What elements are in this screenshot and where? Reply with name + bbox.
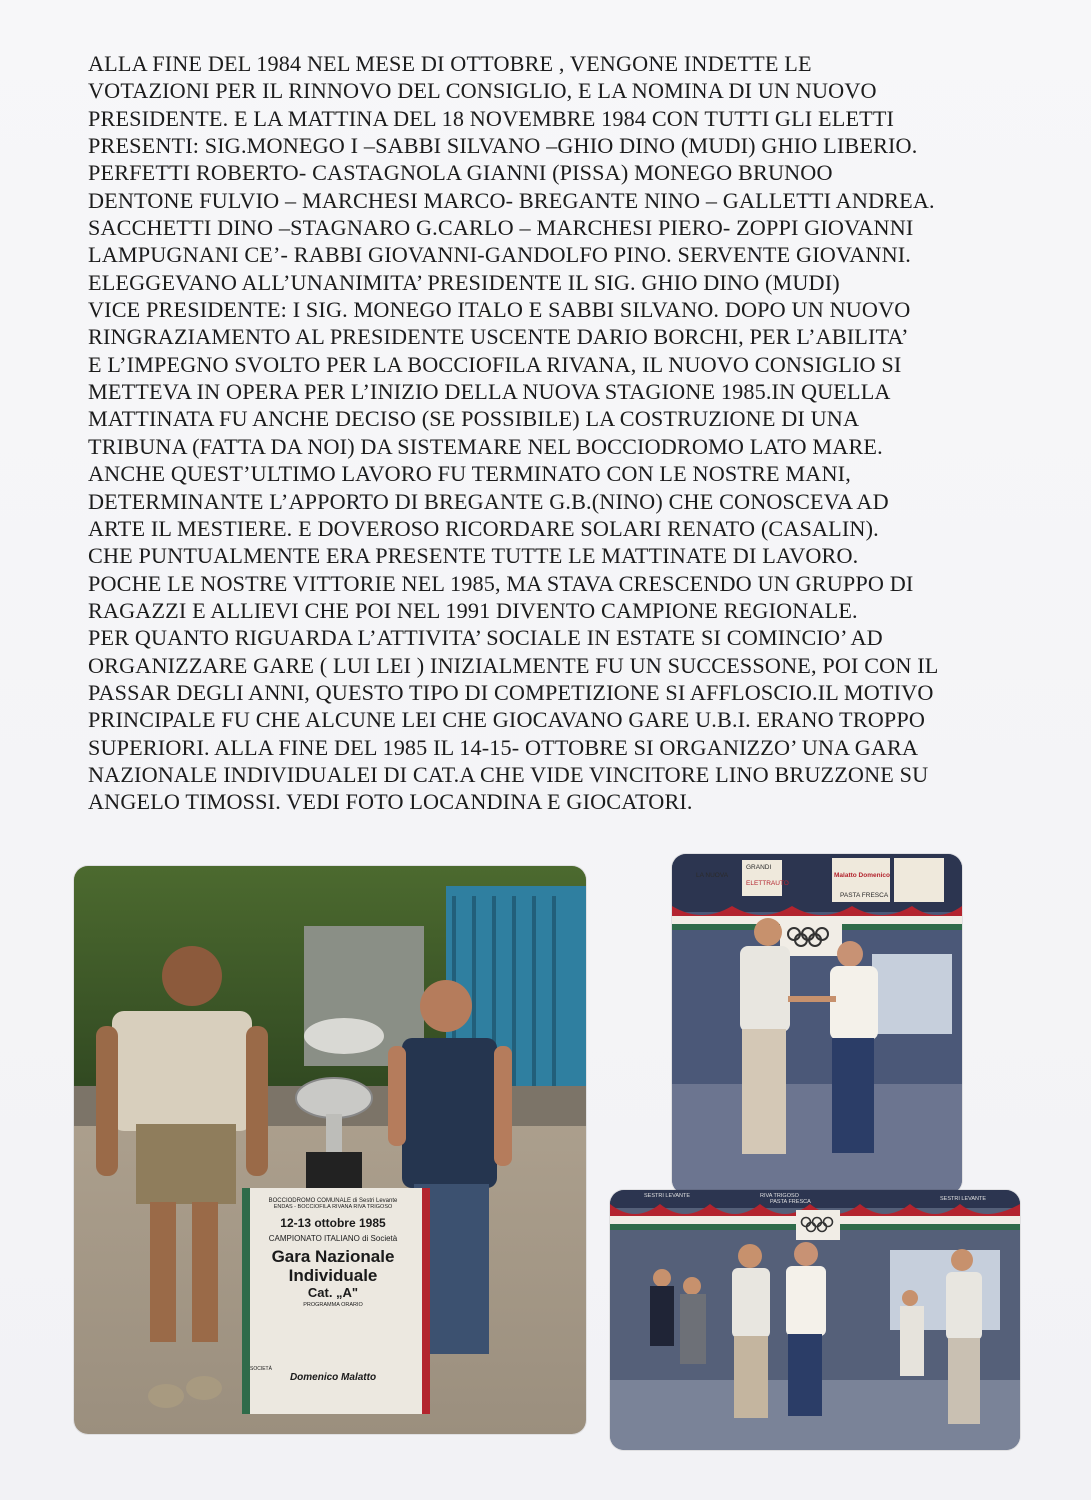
poster-dates: 12-13 ottobre 1985 [280,1216,386,1230]
text-line: LAMPUGNANI CE’- RABBI GIOVANNI-GANDOLFO PINO. SERVENTE GIOVANNI. [88,242,911,268]
text-line: ELEGGEVANO ALL’UNANIMITA’ PRESIDENTE IL SIG. GHIO DINO (MUDI) [88,269,840,295]
sign-a: SESTRI LEVANTE [644,1193,691,1199]
sign-c: PASTA FRESCA [770,1199,811,1205]
poster-org: BOCCIODROMO COMUNALE di Sestri Levante [268,1198,398,1204]
sign-1: LA NUOVA [696,872,729,879]
award-photo-2-image [610,1190,1020,1450]
poster [244,1198,422,1383]
award-photo-2 [610,1190,1020,1450]
text-line: ORGANIZZARE GARE ( LUI LEI ) INIZIALMENTE FU UN SUCCESSONE, POI CON IL [88,652,939,678]
text-line: VICE PRESIDENTE: I SIG. MONEGO ITALO E SABBI SILVANO. DOPO UN NUOVO [88,297,911,323]
sign-4: Malatto Domenico [834,872,890,879]
award-photo-2-signs [610,1190,1020,1204]
poster-championship: CAMPIONATO ITALIANO di Società [268,1234,398,1243]
text-line: DENTONE FULVIO – MARCHESI MARCO- BREGANTE NINO – GALLETTI ANDREA. [88,187,935,213]
poster-sponsor-label: SOCIETÀ [250,1366,272,1372]
poster-org2: ENDAS - BOCCIOFILA RIVANA RIVA TRIGOSO [273,1204,393,1210]
text-line: ARTE IL MESTIERE. E DOVEROSO RICORDARE SOLARI RENATO (CASALIN). [88,515,879,541]
text-line: PRESIDENTE. E LA MATTINA DEL 18 NOVEMBRE 1984 CON TUTTI GLI ELETTI [88,105,895,131]
poster-category: Cat. „A" [307,1285,359,1300]
text-line: SUPERIORI. ALLA FINE DEL 1985 IL 14-15- OTTOBRE SI ORGANIZZO’ UNA GARA [88,734,919,760]
text-line: MATTINATA FU ANCHE DECISO (SE POSSIBILE) LA COSTRUZIONE DI UNA [88,406,860,432]
sign-2: GRANDI [746,864,772,871]
text-line: PRESENTI: SIG.MONEGO I –SABBI SILVANO –GHIO DINO (MUDI) GHIO LIBERIO. [88,133,918,159]
poster-programme: PROGRAMMA ORARIO [303,1302,363,1308]
sign-d: SESTRI LEVANTE [940,1196,987,1202]
poster-title-1: Gara Nazionale [271,1247,395,1266]
text-line: PASSAR DEGLI ANNI, QUESTO TIPO DI COMPETIZIONE SI AFFLOSCIO.IL MOTIVO [88,679,934,705]
text-line: METTEVA IN OPERA PER L’INIZIO DELLA NUOVA STAGIONE 1985.IN QUELLA [88,379,891,405]
text-line: POCHE LE NOSTRE VITTORIE NEL 1985, MA STAVA CRESCENDO UN GRUPPO DI [88,570,914,596]
text-line: TRIBUNA (FATTA DA NOI) DA SISTEMARE NEL BOCCIODROMO LATO MARE. [88,433,883,459]
text-line: CHE PUNTUALMENTE ERA PRESENTE TUTTE LE MATTINATE DI LAVORO. [88,543,859,569]
award-photo-1 [672,854,962,1194]
text-line: RINGRAZIAMENTO AL PRESIDENTE USCENTE DARIO BORCHI, PER L’ABILITA’ [88,324,909,350]
text-line: ANGELO TIMOSSI. VEDI FOTO LOCANDINA E GIOCATORI. [88,789,693,815]
text-line: E L’IMPEGNO SVOLTO PER LA BOCCIOFILA RIVANA, IL NUOVO CONSIGLIO SI [88,351,902,377]
sign-5: PASTA FRESCA [840,892,889,899]
history-text [88,50,1048,816]
award-photo-1-signs [672,854,962,914]
poster-title-2: Individuale [288,1266,378,1285]
text-line: ANCHE QUEST’ULTIMO LAVORO FU TERMINATO CON LE NOSTRE MANI, [88,461,851,487]
text-line: PRINCIPALE FU CHE ALCUNE LEI CHE GIOCAVANO GARE U.B.I. ERANO TROPPO [88,707,926,733]
text-line: VOTAZIONI PER IL RINNOVO DEL CONSIGLIO, E LA NOMINA DI UN NUOVO [88,78,877,104]
sign-b: RIVA TRIGOSO [760,1193,799,1199]
text-line: SACCHETTI DINO –STAGNARO G.CARLO – MARCHESI PIERO- ZOPPI GIOVANNI [88,215,914,241]
poster-sponsor: Domenico Malatto [289,1372,377,1383]
trophy-photo [74,866,586,1434]
sign-3: ELETTRAUTO [746,880,789,887]
text-line: RAGAZZI E ALLIEVI CHE POI NEL 1991 DIVENTO CAMPIONE REGIONALE. [88,597,858,623]
text-line: DETERMINANTE L’APPORTO DI BREGANTE G.B.(NINO) CHE CONOSCEVA AD [88,488,889,514]
text-line: PER QUANTO RIGUARDA L’ATTIVITA’ SOCIALE IN ESTATE SI COMINCIO’ AD [88,625,883,651]
text-line: PERFETTI ROBERTO- CASTAGNOLA GIANNI (PISSA) MONEGO BRUNOO [88,160,833,186]
text-line: ALLA FINE DEL 1984 NEL MESE DI OTTOBRE , VENGONE INDETTE LE [88,51,812,76]
text-line: NAZIONALE INDIVIDUALEI DI CAT.A CHE VIDE VINCITORE LINO BRUZZONE SU [88,761,929,787]
